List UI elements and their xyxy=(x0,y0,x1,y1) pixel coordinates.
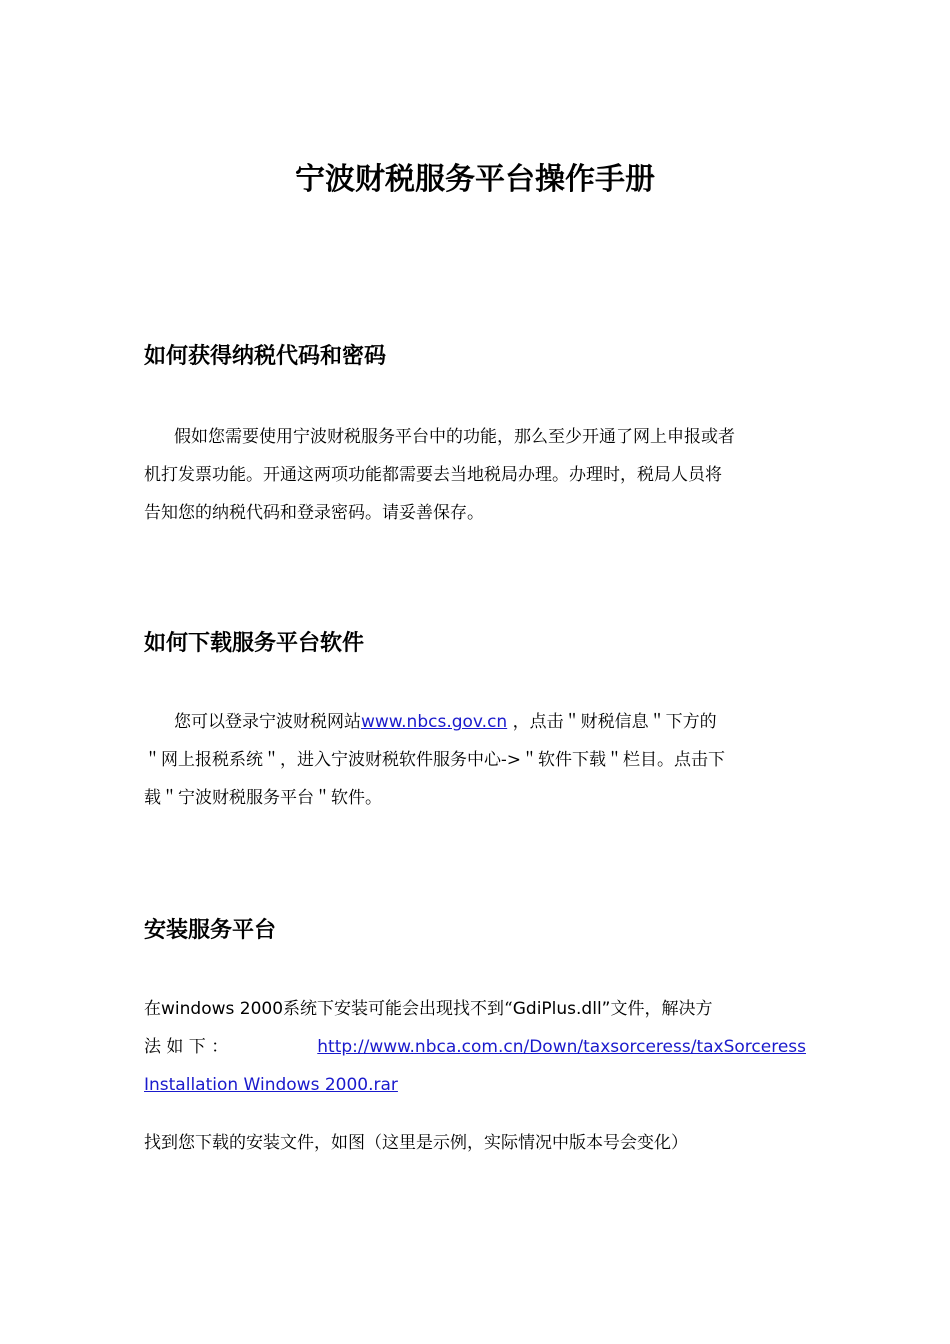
website-link[interactable]: www.nbcs.gov.cn xyxy=(361,712,508,732)
paragraph-line: 机打发票功能。开通这两项功能都需要去当地税局办理。办理时，税局人员将 xyxy=(144,465,722,485)
paragraph-line: ＂网上报税系统＂，进入宁波财税软件服务中心->＂软件下载＂栏目。点击下 xyxy=(144,750,725,770)
document-title: 宁波财税服务平台操作手册 xyxy=(295,162,655,197)
paragraph-line: 假如您需要使用宁波财税服务平台中的功能，那么至少开通了网上申报或者 xyxy=(174,427,735,447)
os-name-text: windows 2000 xyxy=(161,999,284,1019)
paragraph-text: 系统下安装可能会出现找不到“ xyxy=(283,999,513,1019)
paragraph-line xyxy=(144,1028,806,1066)
section-paragraph-get-tax-code xyxy=(144,418,806,532)
paragraph-text: 文件，解决方 xyxy=(610,999,713,1019)
paragraph-text: 您可以登录宁波财税网站 xyxy=(174,712,361,732)
paragraph-text: 在 xyxy=(144,999,161,1019)
section-heading-get-tax-code: 如何获得纳税代码和密码 xyxy=(144,344,387,369)
paragraph-line: 告知您的纳税代码和登录密码。请妥善保存。 xyxy=(144,503,484,523)
paragraph-line xyxy=(144,990,806,1028)
dll-name-text: GdiPlus.dll” xyxy=(512,999,611,1019)
download-link-part2[interactable]: Installation Windows 2000.rar xyxy=(144,1075,398,1095)
paragraph-text: 法 如 下 ： xyxy=(144,1037,229,1057)
paragraph-line xyxy=(144,703,806,741)
paragraph-line: 载＂宁波财税服务平台＂软件。 xyxy=(144,788,382,808)
section-paragraph-install-platform xyxy=(144,990,806,1104)
section-heading-download-software: 如何下载服务平台软件 xyxy=(144,631,365,656)
section-heading-install-platform: 安装服务平台 xyxy=(144,918,277,943)
install-note-paragraph xyxy=(144,1124,806,1162)
paragraph-line: 找到您下载的安装文件，如图（这里是示例，实际情况中版本号会变化） xyxy=(144,1133,688,1153)
paragraph-text: ，点击＂财税信息＂下方的 xyxy=(507,712,717,732)
paragraph-line xyxy=(144,1066,806,1104)
section-paragraph-download-software xyxy=(144,703,806,817)
download-link-part1[interactable]: http://www.nbca.com.cn/Down/taxsorceress/taxSorceress xyxy=(317,1037,806,1057)
